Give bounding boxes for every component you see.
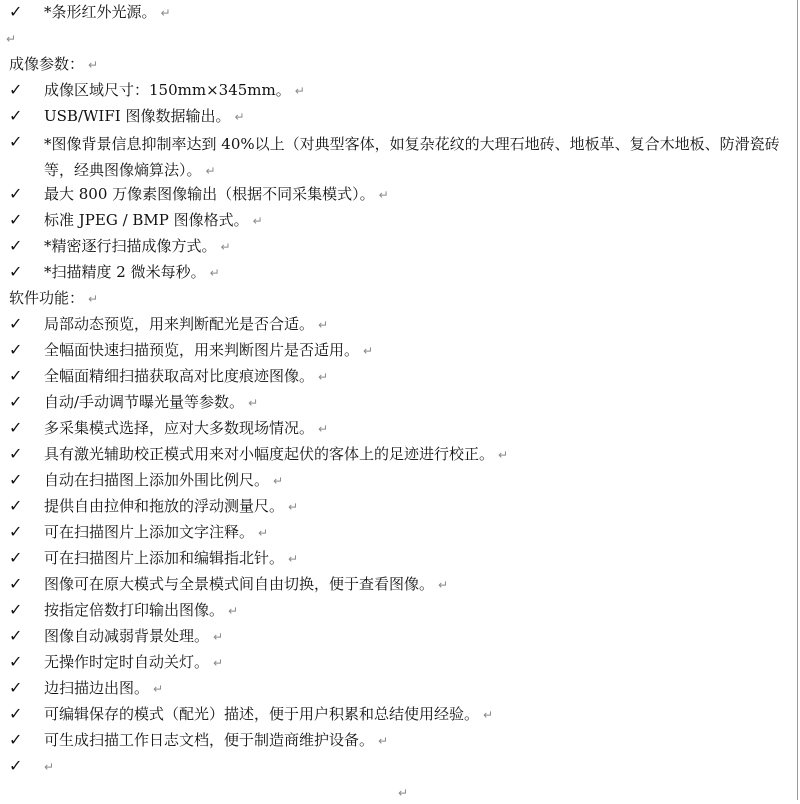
line-text	[44, 495, 298, 518]
paragraph-mark-icon: ↵	[273, 474, 284, 488]
line-text	[44, 209, 263, 232]
paragraph-mark-icon: ↵	[318, 422, 329, 436]
check-icon: ✓	[9, 80, 23, 99]
line-text	[44, 573, 448, 596]
paragraph-mark-icon: ↵	[220, 240, 231, 254]
line-text	[44, 443, 508, 466]
page-margin-rule	[797, 0, 798, 800]
line-text-content: 图像自动减弱背景处理。	[44, 627, 210, 645]
check-icon: ✓	[9, 444, 23, 463]
check-icon: ✓	[9, 678, 23, 697]
line-text	[44, 79, 305, 102]
paragraph-mark-icon: ↵	[213, 656, 224, 670]
check-icon: ✓	[9, 184, 23, 203]
line-text	[44, 261, 220, 284]
line-text-content: 边扫描边出图。	[44, 679, 150, 697]
line-text-content: 可生成扫描工作日志文档，便于制造商维护设备。	[44, 731, 375, 749]
check-icon: ✓	[9, 2, 23, 21]
check-icon: ✓	[9, 756, 23, 775]
paragraph-mark-icon: ↵	[438, 578, 449, 592]
line-text	[44, 755, 54, 778]
line-text	[44, 235, 231, 258]
line-text-content: 标准 JPEG / BMP 图像格式。	[44, 211, 249, 229]
line-text	[44, 469, 283, 492]
paragraph-mark-icon: ↵	[498, 448, 509, 462]
paragraph-mark-icon: ↵	[258, 526, 269, 540]
line-text-content: *图像背景信息抑制率达到 40%以上（对典型客体，如复杂花纹的大理石地砖、地板革、复合木地板、防滑瓷砖等，经典图像熵算法）。	[44, 135, 780, 179]
paragraph-mark-icon: ↵	[234, 110, 245, 124]
paragraph-mark-icon: ↵	[318, 370, 329, 384]
line-text-content: *扫描精度 2 微米每秒。	[44, 263, 206, 281]
line-text	[44, 105, 245, 128]
check-icon: ✓	[9, 106, 23, 125]
line-text-content: 可在扫描图片上添加和编辑指北针。	[44, 549, 285, 567]
check-icon: ✓	[9, 704, 23, 723]
paragraph-mark-icon: ↵	[205, 164, 216, 178]
line-text	[44, 703, 493, 726]
paragraph-mark-icon: ↵	[318, 318, 329, 332]
line-text	[44, 729, 388, 752]
paragraph-mark-icon: ↵	[88, 58, 99, 72]
check-icon: ✓	[9, 132, 23, 151]
line-text-content: 无操作时定时自动关灯。	[44, 653, 210, 671]
line-text	[44, 625, 223, 648]
line-text	[44, 365, 328, 388]
paragraph-mark-icon: ↵	[213, 630, 224, 644]
paragraph-mark-icon: ↵	[88, 292, 99, 306]
check-icon: ✓	[9, 236, 23, 255]
line-text	[44, 391, 258, 414]
check-icon: ✓	[9, 366, 23, 385]
paragraph-mark-icon: ↵	[44, 760, 55, 774]
line-text-content: *精密逐行扫描成像方式。	[44, 237, 217, 255]
paragraph-mark-icon: ↵	[6, 32, 17, 46]
line-text	[44, 677, 163, 700]
paragraph-mark-icon: ↵	[288, 500, 299, 514]
line-text-content: 可在扫描图片上添加文字注释。	[44, 523, 255, 541]
check-icon: ✓	[9, 600, 23, 619]
check-icon: ✓	[9, 548, 23, 567]
line-text	[9, 53, 98, 76]
line-text	[44, 131, 792, 184]
paragraph-mark-icon: ↵	[248, 396, 259, 410]
paragraph-mark-icon: ↵	[363, 344, 374, 358]
line-text	[44, 651, 223, 674]
paragraph-mark-icon: ↵	[153, 682, 164, 696]
line-text-content: 图像可在原大模式与全景模式间自由切换，便于查看图像。	[44, 575, 435, 593]
check-icon: ✓	[9, 574, 23, 593]
line-text	[44, 183, 389, 206]
paragraph-mark-icon: ↵	[483, 708, 494, 722]
line-text	[9, 287, 98, 310]
paragraph-mark-icon: ↵	[209, 266, 220, 280]
paragraph-mark-icon: ↵	[294, 84, 305, 98]
line-text	[6, 27, 16, 50]
paragraph-mark-icon: ↵	[252, 214, 263, 228]
line-text	[44, 521, 268, 544]
line-text	[44, 1, 171, 24]
check-icon: ✓	[9, 522, 23, 541]
line-text-content: 多采集模式选择，应对大多数现场情况。	[44, 419, 315, 437]
line-text-content: 成像区域尺寸：150mm×345mm。	[44, 81, 291, 99]
check-icon: ✓	[9, 652, 23, 671]
line-text-content: 自动/手动调节曝光量等参数。	[44, 393, 245, 411]
paragraph-mark-icon: ↵	[378, 188, 389, 202]
line-text-content: 局部动态预览，用来判断配光是否合适。	[44, 315, 315, 333]
line-text	[44, 417, 328, 440]
paragraph-mark-icon: ↵	[398, 786, 409, 800]
check-icon: ✓	[9, 626, 23, 645]
line-text	[44, 547, 298, 570]
line-text-content: 可编辑保存的模式（配光）描述，便于用户积累和总结使用经验。	[44, 705, 480, 723]
line-text-content: 具有激光辅助校正模式用来对小幅度起伏的客体上的足迹进行校正。	[44, 445, 495, 463]
line-text	[398, 781, 408, 804]
line-text	[44, 599, 238, 622]
line-text	[44, 339, 373, 362]
line-text-content: 最大 800 万像素图像输出（根据不同采集模式）。	[44, 185, 375, 203]
check-icon: ✓	[9, 210, 23, 229]
paragraph-mark-icon: ↵	[378, 734, 389, 748]
check-icon: ✓	[9, 470, 23, 489]
line-text-content: 软件功能：	[9, 289, 85, 307]
check-icon: ✓	[9, 418, 23, 437]
line-text-content: 全幅面精细扫描获取高对比度痕迹图像。	[44, 367, 315, 385]
line-text-content: *条形红外光源。	[44, 3, 157, 21]
check-icon: ✓	[9, 496, 23, 515]
check-icon: ✓	[9, 314, 23, 333]
check-icon: ✓	[9, 730, 23, 749]
paragraph-mark-icon: ↵	[160, 6, 171, 20]
line-text-content: 按指定倍数打印输出图像。	[44, 601, 225, 619]
line-text	[44, 313, 328, 336]
line-text-content: 成像参数：	[9, 55, 85, 73]
check-icon: ✓	[9, 262, 23, 281]
check-icon: ✓	[9, 340, 23, 359]
paragraph-mark-icon: ↵	[228, 604, 239, 618]
check-icon: ✓	[9, 392, 23, 411]
line-text-content: 全幅面快速扫描预览，用来判断图片是否适用。	[44, 341, 360, 359]
line-text-content: 自动在扫描图上添加外围比例尺。	[44, 471, 270, 489]
line-text-content: USB/WIFI 图像数据输出。	[44, 107, 231, 125]
paragraph-mark-icon: ↵	[288, 552, 299, 566]
line-text-content: 提供自由拉伸和拖放的浮动测量尺。	[44, 497, 285, 515]
